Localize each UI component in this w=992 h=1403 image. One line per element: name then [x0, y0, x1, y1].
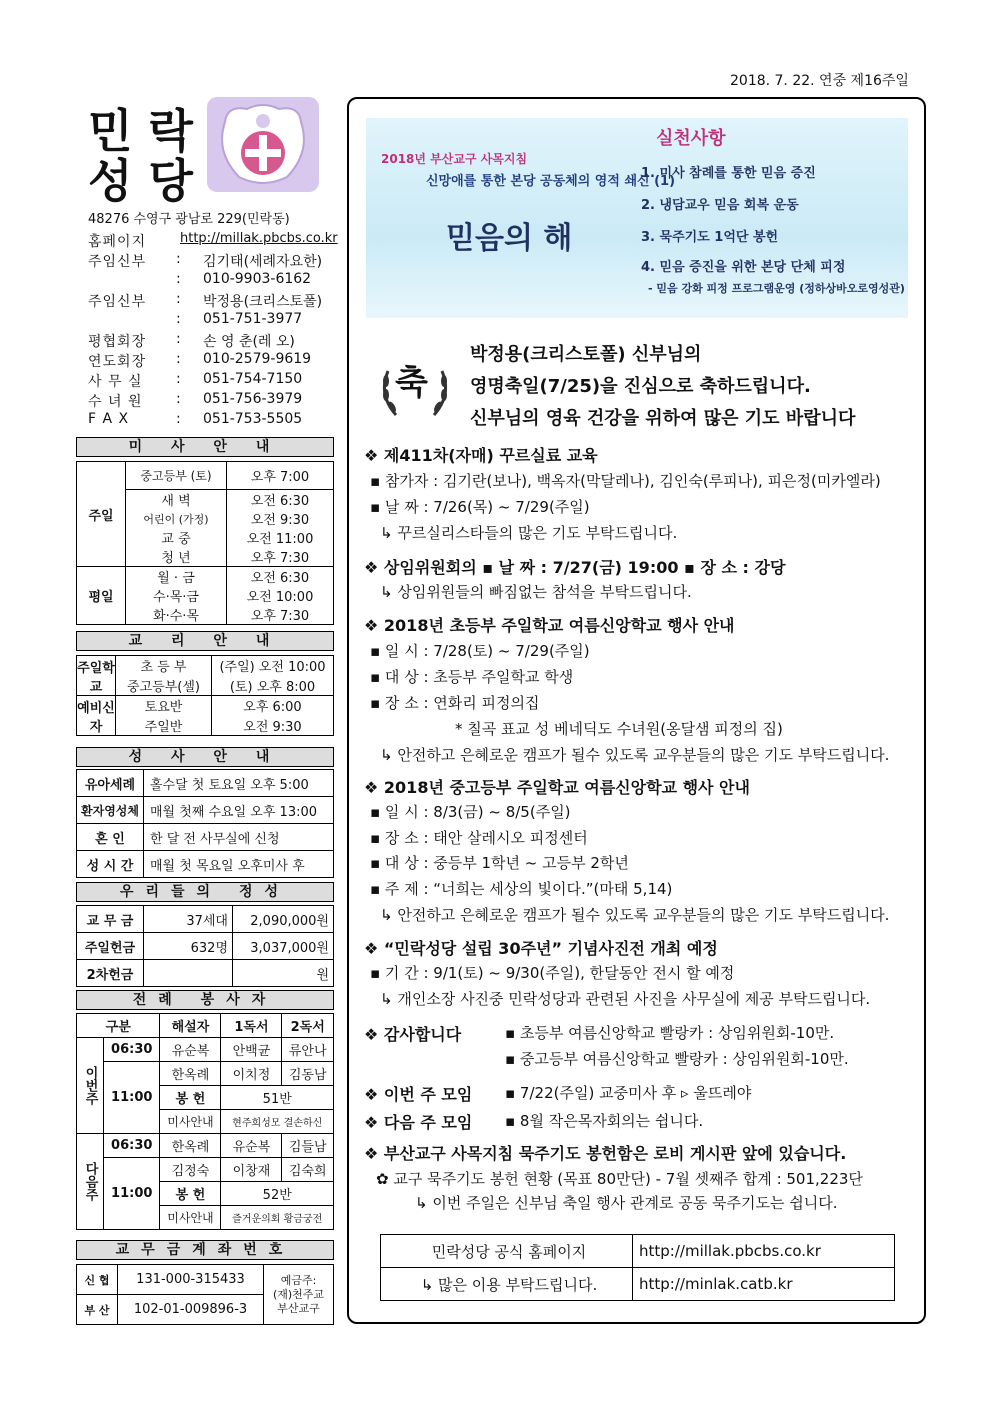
mass-time: 11:00 — [104, 1158, 160, 1230]
offering-amount: 3,037,000원 — [233, 933, 334, 960]
contact-value: 박정용(크리스토폴) — [203, 294, 323, 310]
homepage-label: 민락성당 공식 홈페이지 — [381, 1235, 633, 1268]
parish-logo — [207, 97, 319, 192]
mass-name: 새 벽 — [126, 490, 227, 510]
contact-row — [88, 271, 333, 291]
server-name: 유순복 — [160, 1038, 221, 1062]
servers-col-header: 2독서 — [282, 1014, 334, 1038]
notice-item: ↳ 개인소장 사진중 민락성당과 관련된 사진을 사무실에 제공 부탁드립니다. — [380, 990, 871, 1008]
contact-value: 010-9903-6162 — [203, 271, 312, 287]
contact-row — [88, 391, 333, 411]
mass-time: 06:30 — [104, 1038, 160, 1062]
notice-item: ▪ 주 제 : “너희는 세상의 빛이다.”(마태 5,14) — [370, 880, 673, 898]
offertory-label: 봉 헌 — [160, 1182, 221, 1206]
mass-time: 오전 6:30 — [227, 567, 334, 587]
congrats-line: 신부님의 영육 건강을 위하여 많은 기도 바랍니다 — [470, 408, 856, 429]
accounts-table — [76, 1264, 334, 1325]
mass-name: 화·수·목 — [126, 605, 227, 625]
sacrament-title: 성 사 안 내 — [76, 747, 334, 767]
contact-value: 김기태(세례자요한) — [203, 254, 323, 270]
next-week-label: 다음주 — [77, 1134, 104, 1230]
offering-label: 주일헌금 — [77, 933, 144, 960]
sacrament-detail: 한 달 전 사무실에 신청 — [144, 824, 334, 851]
homepage-note: ↳ 많은 이용 부탁드립니다. — [381, 1268, 633, 1301]
contact-label: 주임신부 — [88, 294, 147, 310]
mass-time: 11:00 — [104, 1062, 160, 1134]
catechism-group: 초 등 부 — [116, 656, 212, 676]
mass-name: 월 · 금 — [126, 567, 227, 587]
contact-label: 주임신부 — [88, 254, 147, 270]
notice-item: ▪ 대 상 : 중등부 1학년 ~ 고등부 2학년 — [370, 854, 629, 872]
contact-colon: : — [176, 351, 181, 367]
notice-item: ↳ 이번 주일은 신부님 축일 행사 관계로 공동 묵주기도는 쉽니다. — [415, 1194, 838, 1212]
servers-col-header: 구분 — [77, 1014, 160, 1038]
contact-value: 010-2579-9619 — [203, 351, 312, 367]
contact-label: 홈페이지 — [88, 234, 147, 250]
offering-count — [144, 960, 233, 987]
banner-practice-title: 실천사항 — [656, 128, 726, 149]
mass-time: 오전 9:30 — [227, 509, 334, 528]
contact-row — [88, 231, 338, 251]
notice-item: ▪ 초등부 여름신앙학교 빨랑카 : 상임위원회-10만. — [505, 1024, 835, 1042]
banner-item: - 믿음 강화 피정 프로그램운영 (정하상바오로영성관) — [648, 282, 905, 295]
bank-name: 부 산 — [77, 1295, 118, 1325]
banner-item: 4. 믿음 증진을 위한 본당 단체 피정 — [641, 260, 846, 275]
catechism-group: 중고등부(셀) — [116, 676, 212, 696]
contact-value: 051-756-3979 — [203, 391, 303, 407]
contact-value[interactable]: http://millak.pbcbs.co.kr — [180, 231, 338, 246]
offertory-group: 52반 — [221, 1182, 334, 1206]
offertory-label: 봉 헌 — [160, 1086, 221, 1110]
sacrament-table — [76, 769, 334, 878]
contact-label: 사 무 실 — [88, 374, 143, 390]
sacrament-detail: 매월 첫 목요일 오후미사 후 — [144, 851, 334, 878]
contact-row — [88, 351, 333, 371]
offering-count: 632명 — [144, 933, 233, 960]
servers-table — [76, 1013, 334, 1230]
contact-colon: : — [176, 371, 181, 387]
notice-heading: ❖ 감사합니다 — [364, 1025, 462, 1044]
notice-item: ↳ 안전하고 은혜로운 캠프가 될수 있도록 교우분들의 많은 기도 부탁드립니다. — [380, 906, 890, 924]
contact-row — [88, 331, 333, 351]
sacrament-label: 혼 인 — [77, 824, 144, 851]
banner-item: 3. 묵주기도 1억단 봉헌 — [641, 230, 779, 245]
mass-time: 오전 6:30 — [227, 490, 334, 510]
notice-heading: ❖ 다음 주 모임 — [364, 1113, 473, 1132]
offering-amount: 원 — [233, 960, 334, 987]
contact-row — [88, 371, 333, 391]
mass-time: 오전 10:00 — [227, 586, 334, 605]
server-name: 김들남 — [282, 1134, 334, 1158]
contact-label: 수 녀 원 — [88, 394, 143, 410]
contact-row — [88, 291, 333, 311]
notice-item: ↳ 꾸르실리스타들의 많은 기도 부탁드립니다. — [380, 524, 678, 542]
congrats-line: 박정용(크리스토폴) 신부님의 — [470, 344, 702, 365]
notice-item: ▪ 장 소 : 연화리 피정의집 — [370, 694, 540, 712]
catechism-label: 예비신자 — [77, 696, 116, 736]
contact-label: 연도회장 — [88, 354, 147, 370]
homepage-url[interactable]: http://millak.pbcbs.co.kr — [633, 1235, 895, 1268]
notice-heading: ❖ 이번 주 모임 — [364, 1085, 473, 1104]
congrats-line: 영명축일(7/25)을 진심으로 축하드립니다. — [470, 376, 811, 397]
notice-heading: ❖ 상임위원회의 ▪ 날 짜 : 7/27(금) 19:00 ▪ 장 소 : 강당 — [364, 558, 786, 577]
notice-item: ▪ 날 짜 : 7/26(목) ~ 7/29(주일) — [370, 498, 590, 516]
notice-item: * 칠곡 표교 성 베네딕도 수녀원(옹달샘 피정의 집) — [455, 720, 783, 738]
contact-colon: : — [176, 271, 181, 287]
contact-colon: : — [176, 251, 181, 267]
offering-amount: 2,090,000원 — [233, 906, 334, 933]
sacrament-label: 환자영성체 — [77, 797, 144, 824]
notice-item: ↳ 안전하고 은혜로운 캠프가 될수 있도록 교우분들의 많은 기도 부탁드립니다. — [380, 746, 890, 764]
server-name: 김동남 — [282, 1062, 334, 1086]
contact-colon: : — [176, 331, 181, 347]
weekday-label: 평일 — [77, 567, 126, 625]
server-name: 김숙희 — [282, 1158, 334, 1182]
mass-name: 수·목·금 — [126, 586, 227, 605]
mass-time: 06:30 — [104, 1134, 160, 1158]
contact-row — [88, 251, 333, 271]
notice-item: ▪ 기 간 : 9/1(토) ~ 9/30(주일), 한달동안 전시 할 예정 — [370, 964, 735, 982]
account-number: 131-000-315433 — [118, 1265, 264, 1295]
notice-item: ▪ 7/22(주일) 교중미사 후 ▹ 울뜨레야 — [505, 1084, 752, 1102]
contact-row — [88, 311, 333, 331]
notice-heading: ❖ 제411차(자매) 꾸르실료 교육 — [364, 446, 598, 465]
catechism-time: 오후 6:00 — [212, 696, 334, 716]
notice-heading: ❖ “민락성당 설립 30주년” 기념사진전 개최 예정 — [364, 939, 718, 958]
congrats-symbol: 축 — [395, 363, 428, 403]
usher-label: 미사안내 — [160, 1206, 221, 1230]
accounts-title: 교무금계좌번호 — [76, 1240, 334, 1260]
contact-value: 손 영 춘(레 오) — [203, 334, 295, 350]
mass-time: 오후 7:00 — [227, 462, 334, 490]
servers-col-header: 해설자 — [160, 1014, 221, 1038]
banner-item: 2. 냉담교우 믿음 회복 운동 — [641, 198, 799, 213]
offering-label: 2차헌금 — [77, 960, 144, 987]
banner-item: 1. 미사 참례를 통한 믿음 증진 — [641, 166, 816, 181]
issue-date: 2018. 7. 22. 연중 제16주일 — [730, 73, 909, 89]
offering-count: 37세대 — [144, 906, 233, 933]
contact-colon: : — [176, 411, 181, 427]
banner-heading: 믿음의 해 — [446, 221, 573, 256]
sacrament-detail: 매월 첫째 수요일 오후 13:00 — [144, 797, 334, 824]
account-holder: (재)천주교 — [272, 1287, 325, 1301]
server-name: 이치정 — [221, 1062, 282, 1086]
usher-group: 현주희성모 결손하신 — [221, 1110, 334, 1134]
pastoral-banner — [366, 118, 908, 318]
catechism-title: 교 리 안 내 — [76, 631, 334, 651]
servers-col-header: 1독서 — [221, 1014, 282, 1038]
usher-label: 미사안내 — [160, 1110, 221, 1134]
servers-title: 전례 봉사자 — [76, 990, 334, 1010]
catechism-group: 주일반 — [116, 716, 212, 736]
sunday-label: 주일 — [77, 462, 126, 567]
parish-title-line1: 민 락 — [88, 104, 193, 158]
banner-theme: 신망애를 통한 본당 공동체의 영적 쇄신 (1) — [426, 174, 676, 189]
contact-colon: : — [176, 291, 181, 307]
homepage-url[interactable]: http://minlak.catb.kr — [633, 1268, 895, 1301]
server-name: 안백균 — [221, 1038, 282, 1062]
sacrament-label: 성 시 간 — [77, 851, 144, 878]
bank-name: 신 협 — [77, 1265, 118, 1295]
catechism-time: (주일) 오전 10:00 — [212, 656, 334, 676]
contact-label: 평협회장 — [88, 334, 147, 350]
mass-name: 청 년 — [126, 547, 227, 567]
notice-item: ▪ 8월 작은목자회의는 쉽니다. — [505, 1112, 704, 1130]
catechism-group: 토요반 — [116, 696, 212, 716]
contact-value: 051-754-7150 — [203, 371, 303, 387]
parish-title-line2: 성 당 — [88, 154, 193, 208]
notice-item: ✿ 교구 묵주기도 봉헌 현황 (목표 80만단) - 7월 셋째주 합계 : 501,223단 — [376, 1170, 863, 1188]
contact-value: 051-751-3977 — [203, 311, 303, 327]
notice-heading: ❖ 부산교구 사목지침 묵주기도 봉헌함은 로비 게시판 앞에 있습니다. — [364, 1144, 847, 1163]
server-name: 이창재 — [221, 1158, 282, 1182]
mass-name: 교 중 — [126, 528, 227, 547]
notice-item: ▪ 대 상 : 초등부 주일학교 학생 — [370, 668, 574, 686]
catechism-time: 오전 9:30 — [212, 716, 334, 736]
server-name: 한옥례 — [160, 1062, 221, 1086]
notice-item: ▪ 일 시 : 8/3(금) ~ 8/5(주일) — [370, 803, 571, 821]
sacrament-detail: 홀수달 첫 토요일 오후 5:00 — [144, 770, 334, 797]
catechism-time: (토) 오후 8:00 — [212, 676, 334, 696]
server-name: 유순복 — [221, 1134, 282, 1158]
mass-time: 오전 11:00 — [227, 528, 334, 547]
notice-item: ▪ 일 시 : 7/28(토) ~ 7/29(주일) — [370, 642, 590, 660]
account-holder: 예금주: — [280, 1273, 317, 1287]
account-holder: 부산교구 — [277, 1301, 320, 1315]
server-name: 김정숙 — [160, 1158, 221, 1182]
mass-name: 어린이 (가정) — [126, 509, 227, 528]
mass-time: 오후 7:30 — [227, 547, 334, 567]
mass-schedule-table — [76, 461, 334, 625]
notice-item: ▪ 중고등부 여름신앙학교 빨랑카 : 상임위원회-10만. — [505, 1050, 849, 1068]
this-week-label: 이번주 — [77, 1038, 104, 1134]
parish-address: 48276 수영구 광남로 229(민락동) — [88, 212, 290, 227]
banner-subtitle: 2018년 부산교구 사목지침 — [381, 152, 528, 166]
catechism-table — [76, 655, 334, 736]
homepage-box — [380, 1234, 895, 1301]
offering-table — [76, 905, 334, 987]
sacrament-label: 유아세례 — [77, 770, 144, 797]
notice-item: ▪ 참가자 : 김기란(보나), 백옥자(막달레나), 김인숙(루피나), 피은정(미카엘라) — [370, 472, 881, 490]
usher-group: 즐거운의회 황금궁전 — [221, 1206, 334, 1230]
mass-name: 중고등부 (토) — [126, 462, 227, 490]
notice-heading: ❖ 2018년 초등부 주일학교 여름신앙학교 행사 안내 — [364, 616, 735, 635]
offertory-group: 51반 — [221, 1086, 334, 1110]
catechism-label: 주일학교 — [77, 656, 116, 696]
account-number: 102-01-009896-3 — [118, 1295, 264, 1325]
notice-item: ↳ 상임위원들의 빠짐없는 참석을 부탁드립니다. — [380, 583, 692, 601]
mass-schedule-title: 미 사 안 내 — [76, 437, 334, 457]
contact-value: 051-753-5505 — [203, 411, 303, 427]
offering-title: 우리들의 정성 — [76, 882, 334, 902]
server-name: 류안나 — [282, 1038, 334, 1062]
contact-colon: : — [176, 391, 181, 407]
contact-colon: : — [176, 311, 181, 327]
offering-label: 교 무 금 — [77, 906, 144, 933]
contact-row — [88, 411, 333, 431]
contact-label: F A X — [88, 411, 130, 427]
server-name: 한옥례 — [160, 1134, 221, 1158]
notice-item: ▪ 장 소 : 태안 살레시오 피정센터 — [370, 829, 588, 847]
mass-time: 오후 7:30 — [227, 605, 334, 625]
notice-heading: ❖ 2018년 중고등부 주일학교 여름신앙학교 행사 안내 — [364, 778, 750, 797]
